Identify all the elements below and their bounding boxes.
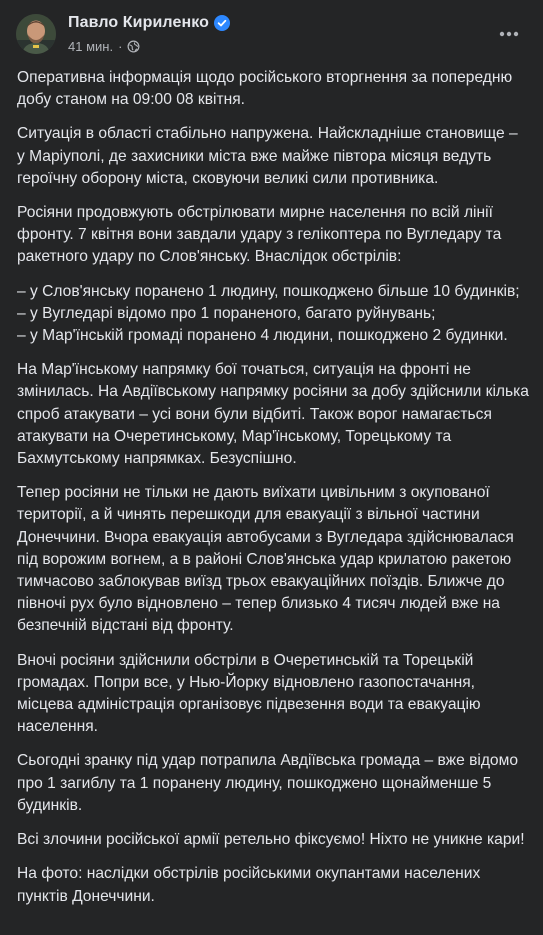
post-text: [17, 67, 529, 920]
author-block: [68, 12, 230, 56]
avatar-image: [16, 14, 56, 54]
verified-badge-icon: [214, 15, 230, 31]
post-paragraph: Ситуація в області стабільно напружена. Найскладніше становище – у Маріуполі, де захисники міста вже майже півтора місяця ведуть героїчну оборону міста, сковуючи великі сили противника.: [17, 125, 518, 187]
author-line: [68, 12, 230, 34]
globe-icon[interactable]: [127, 40, 140, 53]
more-options-icon[interactable]: [493, 18, 525, 50]
post-paragraph: Вночі росіяни здійснили обстріли в Очеретинській та Торецькій громадах. Попри все, у Нью-Йорку відновлено газопостачання, місцева адміністрація організовує підвезення води та евакуацію населення.: [17, 651, 481, 736]
author-name[interactable]: Павло Кириленко: [68, 14, 209, 31]
meta-separator: ·: [118, 38, 123, 54]
post-paragraph: Оперативна інформація щодо російського вторгнення за попередню добу станом на 09:00 08 квітня.: [17, 69, 513, 109]
post-paragraph: Сьогодні зранку під удар потрапила Авдіївська громада – вже відомо про 1 загиблу та 1 поранену людину, пошкоджено щонайменше 5 будинків.: [17, 752, 518, 814]
post-paragraph-list: – у Слов'янську поранено 1 людину, пошкоджено більше 10 будинків; – у Вугледарі відомо про 1 пораненого, багато руйнувань; – у Мар'їнській громаді поранено 4 людини, пошкоджено 2 будинки.: [17, 282, 520, 345]
post-time[interactable]: 41 мин.: [68, 38, 114, 54]
author-avatar[interactable]: [16, 14, 56, 54]
post-meta: [68, 36, 230, 56]
post-paragraph: На фото: наслідки обстрілів російськими окупантами населених пунктів Донеччини.: [17, 865, 481, 905]
post-header: [16, 12, 527, 56]
post-paragraph: На Мар'їнському напрямку бої точаться, ситуація на фронті не змінилась. На Авдіївському напрямку росіяни за добу здійснили кілька спроб атакувати – усі вони були відбиті. Також ворог намагається атакувати на Очеретинському, Мар'їнському, Торецькому та Бахмутському напрямках. Безуспішно.: [17, 361, 529, 468]
post-paragraph: Тепер росіяни не тільки не дають виїхати цивільним з окупованої території, а й чинять перешкоди для евакуації з вільної частини Донеччини. Вчора евакуація автобусами з Вугледара здійснювалася під ворожим вогнем, а в районі Слов'янська удар крилатою ракетою тимчасово заблокував виїзд трьох евакуаційних поїздів. Ближче до півночі рух було відновлено – тепер близько 4 тисяч людей вже на безпечній відстані від фронту.: [17, 484, 514, 635]
post-paragraph: Росіяни продовжують обстрілювати мирне населення по всій лінії фронту. 7 квітня вони завдали удару з гелікоптера по Вугледару та ракетного удару по Слов'янську. Внаслідок обстрілів:: [17, 204, 502, 266]
post-paragraph: Всі злочини російської армії ретельно фіксуємо! Ніхто не уникне кари!: [17, 831, 525, 849]
